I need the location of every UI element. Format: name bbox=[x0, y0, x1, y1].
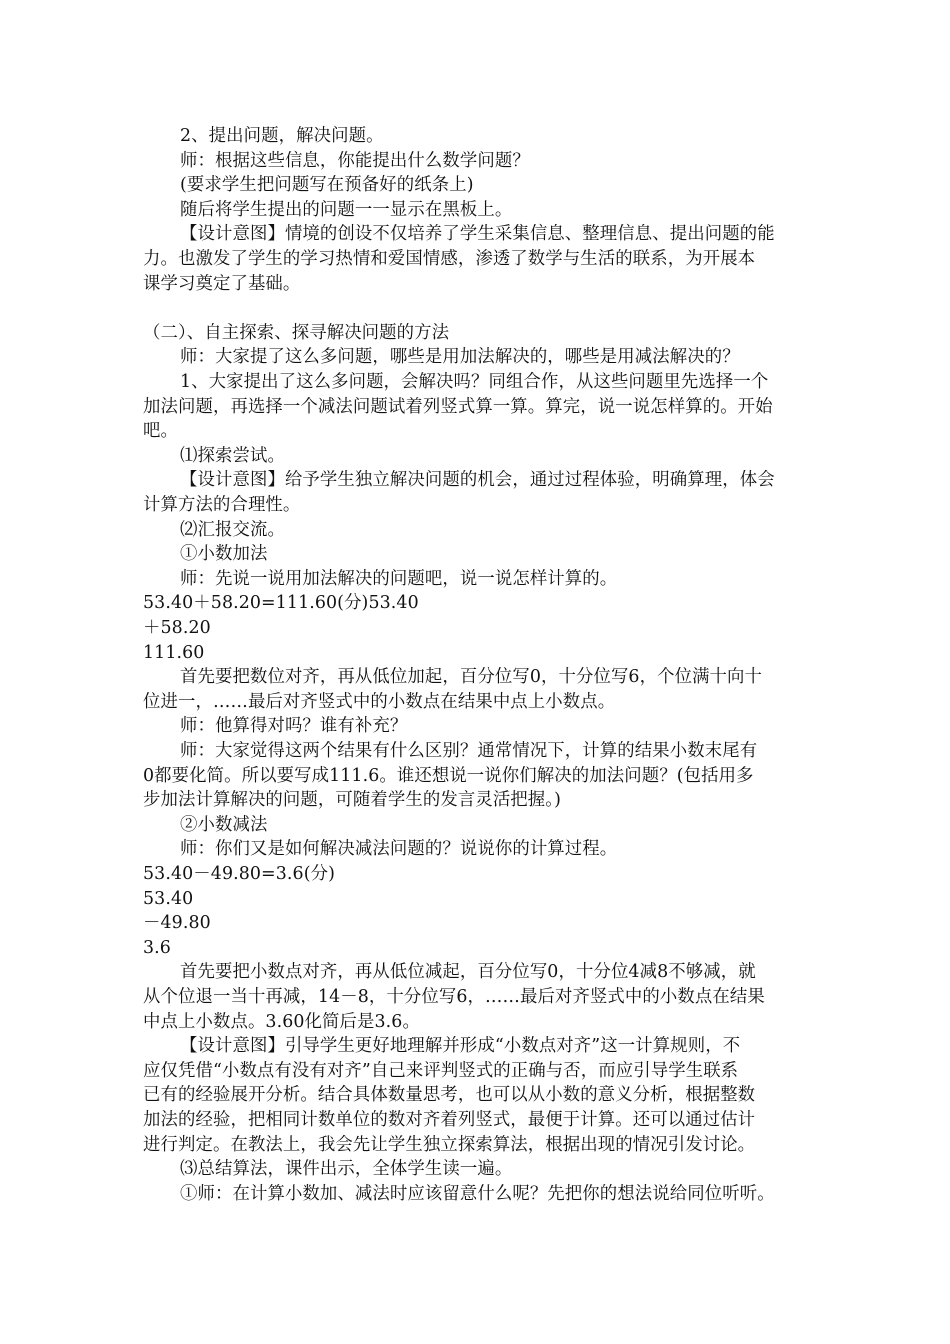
text-line: 随后将学生提出的问题一一显示在黑板上。 bbox=[180, 199, 513, 220]
text-line: (要求学生把问题写在预备好的纸条上) bbox=[180, 175, 474, 196]
text-line: 111.60 bbox=[143, 642, 205, 663]
text-line: 已有的经验展开分析。结合具体数量思考，也可以从小数的意义分析，根据整数 bbox=[143, 1085, 756, 1106]
text-line: 53.40＋58.20=111.60(分)53.40 bbox=[143, 593, 419, 614]
text-line: 步加法计算解决的问题，可随着学生的发言灵活把握。) bbox=[143, 790, 561, 811]
text-line: （二）、自主探索、探寻解决问题的方法 bbox=[143, 322, 450, 343]
text-line: 加法的经验，把相同计数单位的数对齐着列竖式，最便于计算。还可以通过估计 bbox=[143, 1110, 756, 1130]
text-line: 0都要化简。所以要写成111.6。谁还想说一说你们解决的加法问题？(包括用多 bbox=[143, 765, 754, 786]
text-line: 位进一，……最后对齐竖式中的小数点在结果中点上小数点。 bbox=[143, 691, 616, 712]
text-line: 加法问题，再选择一个减法问题试着列竖式算一算。算完，说一说怎样算的。开始 bbox=[143, 396, 773, 417]
text-line: 首先要把小数点对齐，再从低位减起，百分位写0，十分位4减8不够减，就 bbox=[180, 962, 756, 983]
text-line: 师：先说一说用加法解决的问题吧，说一说怎样计算的。 bbox=[180, 568, 618, 589]
text-line: 吧。 bbox=[143, 421, 178, 442]
text-line: 【设计意图】情境的创设不仅培养了学生采集信息、整理信息、提出问题的能 bbox=[180, 224, 775, 245]
text-line: 师：他算得对吗？谁有补充？ bbox=[180, 716, 408, 737]
text-line: 课学习奠定了基础。 bbox=[143, 273, 301, 294]
text-line: ⑶总结算法，课件出示，全体学生读一遍。 bbox=[180, 1159, 513, 1180]
text-line: －49.80 bbox=[143, 913, 211, 934]
text-line: 应仅凭借“小数点有没有对齐”自己来评判竖式的正确与否，而应引导学生联系 bbox=[143, 1060, 739, 1081]
text-line: ⑵汇报交流。 bbox=[180, 519, 285, 540]
text-line: ＋58.20 bbox=[143, 618, 211, 638]
text-line: 2、提出问题，解决问题。 bbox=[180, 126, 384, 146]
text-line: 中点上小数点。3.60化简后是3.6。 bbox=[143, 1011, 420, 1032]
text-line: 师：根据这些信息，你能提出什么数学问题？ bbox=[180, 150, 530, 171]
text-line: 从个位退一当十再减，14－8，十分位写6，……最后对齐竖式中的小数点在结果 bbox=[143, 987, 765, 1007]
text-line: 53.40－49.80=3.6(分) bbox=[143, 864, 335, 884]
text-line: ⑴探索尝试。 bbox=[180, 445, 285, 466]
text-line: 进行判定。在教法上，我会先让学生独立探索算法，根据出现的情况引发讨论。 bbox=[143, 1134, 756, 1155]
text-line: ②小数减法 bbox=[180, 814, 268, 835]
text-line: ①小数加法 bbox=[180, 544, 268, 565]
text-line: 53.40 bbox=[143, 888, 194, 909]
text-line bbox=[143, 296, 823, 320]
text-line: 3.6 bbox=[143, 937, 171, 958]
text-line: 1、大家提出了这么多问题，会解决吗？同组合作，从这些问题里先选择一个 bbox=[180, 372, 769, 392]
text-line: 【设计意图】引导学生更好地理解并形成“小数点对齐”这一计算规则，不 bbox=[180, 1036, 741, 1057]
text-line: 力。也激发了学生的学习热情和爱国情感，渗透了数学与生活的联系，为开展本 bbox=[143, 249, 756, 269]
text-line: 师：大家提了这么多问题，哪些是用加法解决的，哪些是用减法解决的？ bbox=[180, 347, 740, 368]
text-line: 首先要把数位对齐，再从低位加起，百分位写0，十分位写6，个位满十向十 bbox=[180, 667, 763, 688]
text-line: 计算方法的合理性。 bbox=[143, 495, 301, 515]
text-line: 【设计意图】给予学生独立解决问题的机会，通过过程体验，明确算理，体会 bbox=[180, 470, 775, 491]
text-line: 师：你们又是如何解决减法问题的？说说你的计算过程。 bbox=[180, 839, 618, 860]
text-line: ①师：在计算小数加、减法时应该留意什么呢？先把你的想法说给同位听听。 bbox=[180, 1183, 775, 1204]
text-line: 师：大家觉得这两个结果有什么区别？通常情况下，计算的结果小数末尾有 bbox=[180, 741, 758, 761]
